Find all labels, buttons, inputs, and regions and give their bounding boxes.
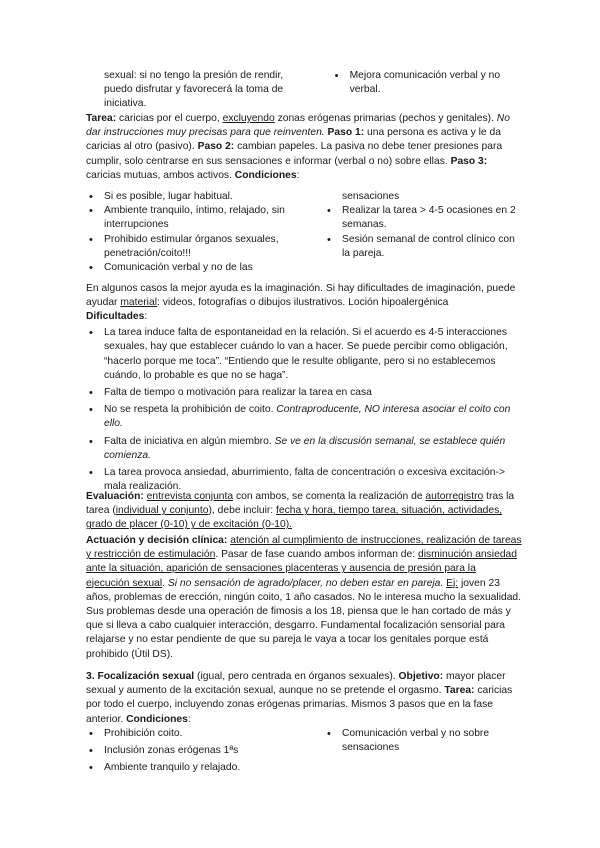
underlined-text: excluyendo [222, 113, 275, 124]
list-item: • Prohibido estimular órganos sexuales, penetración/coito!!! [86, 233, 304, 261]
list-item [86, 386, 522, 400]
text-run: caricias por el cuerpo, [116, 113, 223, 124]
text-run: ), debe incluir: [208, 505, 277, 517]
text-run: : [187, 713, 191, 725]
list-item: • Sesión semanal de control clínico con la pareja. [324, 233, 522, 261]
italic-text: Si no sensación de agrado/placer, no deben estar en pareja. [167, 577, 444, 589]
condiciones-2-left-list [86, 727, 304, 776]
text-run: La tarea induce falta de espontaneidad en la relación. Si el acuerdo es 4-5 interacciones sexuales, hay que establecer cuándo lo van a hacer. Se puede percibir como obligación, “hacerlo porque me toca”. “Entiendo que le resulte obligante, pero si no establecemos cuándo, lo probable es que no se haga”. [104, 327, 508, 381]
condiciones-right-list [324, 204, 522, 261]
list-item: • Mejora comunicación verbal y no verbal. [332, 69, 522, 97]
section-3-heading: 3. Focalización sexual [86, 671, 195, 682]
condiciones-right-column [324, 190, 522, 275]
list-item: • Ambiente tranquilo, íntimo, relajado, sin interrupciones [86, 204, 304, 232]
focalizacion-sexual-paragraph [86, 670, 522, 727]
text-run: caricias mutuas, ambos activos. [86, 169, 235, 181]
imaginacion-paragraph [86, 282, 522, 310]
text-run: zonas erógenas primarias (pechos y genitales). [274, 113, 497, 124]
list-item [86, 403, 522, 431]
actuacion-label: Actuación y decisión clínica: [86, 535, 228, 546]
italic-text: Se ve en la discusión semanal, se establece quién comienza. [104, 435, 506, 461]
underlined-text: atención al cumplimiento de instrucciones, realización de tareas y restricción de estimulación [86, 535, 522, 561]
condiciones-right-continuation: sensaciones [342, 191, 400, 202]
underlined-text: material [120, 297, 157, 309]
actuacion-paragraph [86, 534, 522, 662]
list-item: • Comunicación verbal y no sobre sensaciones [324, 727, 522, 755]
text-run: (igual, pero centrada en órganos sexuales). [194, 671, 399, 682]
objetivo-label: Objetivo: [398, 671, 444, 682]
evaluacion-label: Evaluación: [86, 491, 144, 502]
dificultades-list [86, 326, 522, 494]
text-run: La tarea provoca ansiedad, aburrimiento, falta de concentración o excesiva excitación-> mala realización. [104, 467, 505, 493]
paso-2-label: Paso 2: [197, 141, 235, 153]
text-run: : [144, 311, 148, 322]
text-run: : [296, 169, 300, 181]
underlined-text: individual y conjunto [115, 505, 209, 517]
text-run: . [162, 577, 168, 589]
top-columns [86, 69, 522, 112]
text-run: tras la tarea ( [86, 491, 515, 517]
text-run: caricias por todo el cuerpo, incluyendo zonas erógenas primarias. Mismos 3 pasos que en la fase anterior. [86, 685, 513, 725]
tarea-label: Tarea: [86, 113, 117, 124]
text-run: En algunos casos la mejor ayuda es la imaginación. Si hay dificultades de imaginación, puede ayudar [86, 283, 516, 309]
list-item: • Prohibición coito. [86, 727, 304, 741]
text-run: cambian papeles. La pasiva no debe tener presiones para cumplir, solo centrarse en sus sensaciones e informar (verbal o no) sobre ellas. [86, 141, 503, 167]
text-run: . Pasar de fase cuando ambos informan de: [215, 549, 418, 561]
text-run: con ambos, se comenta la realización de [233, 491, 426, 502]
list-item: • Realizar la tarea > 4-5 ocasiones en 2 semanas. [324, 204, 522, 232]
condiciones-2-right-list [324, 727, 522, 776]
condiciones-columns-1 [86, 190, 522, 275]
text-run: : videos, fotografías o dibujos ilustrativos. Loción hipoalergénica [156, 297, 449, 309]
underlined-text: Ej: [446, 577, 459, 589]
condiciones-left-list [86, 190, 304, 275]
underlined-text: autorregistro [425, 491, 484, 502]
underlined-text: disminución ansiedad ante la situación, aparición de sensaciones placenteras y ausencia de presión para la ejecución sexual [86, 549, 517, 589]
top-left-continuation: sexual: si no tengo la presión de rendir, puedo disfrutar y favorecerá la toma de iniciativa. [104, 70, 284, 110]
dificultades-section [86, 310, 522, 494]
paso-3-label: Paso 3: [450, 155, 488, 167]
text-run: joven 23 años, problemas de erección, ningún coito, 1 año casados. No le interesa mucho la sexualidad. Sus problemas desde una operación de fimosis a los 18, piensa que le han cortado de más y que si lleva a cabo cualquier interacción, desgarro. Fundamental focalización sensorial para relajarse y no estar pendiente de que su pareja le vaya a tocar los genitales porque está prohibido (Útil DS). [86, 577, 522, 660]
italic-text: No dar instrucciones muy precisas para que reinventen. [86, 113, 510, 139]
tarea-label: Tarea: [444, 685, 475, 697]
text-run: mayor placer sexual y aumento de la excitación sexual, aunque no se pretende el orgasmo. [86, 671, 506, 697]
top-right-list [332, 69, 522, 112]
tarea-paragraph [86, 112, 522, 183]
dificultades-heading [86, 310, 522, 324]
underlined-text: entrevista conjunta [146, 491, 234, 502]
italic-text: Contraproducente, NO interesa asociar el coito con ello. [104, 404, 511, 430]
underlined-text: fecha y hora, tiempo tarea, situación, actividades, grado de placer (0-10) y de excitación (0-10). [86, 505, 503, 531]
text-run: una persona es activa y le da caricias al otro (pasivo). [86, 127, 501, 153]
text-run: Falta de tiempo o motivación para realizar la tarea en casa [104, 387, 372, 399]
condiciones-label: Condiciones [234, 169, 297, 181]
list-item [86, 326, 522, 383]
list-item: • Ambiente tranquilo y relajado. [86, 761, 304, 775]
paso-1-label: Paso 1: [324, 127, 365, 139]
condiciones-columns-2 [86, 727, 522, 776]
text-run: No se respeta la prohibición de coito. [104, 404, 277, 416]
list-item: • Comunicación verbal y no de las [86, 261, 304, 275]
list-item: • Si es posible, lugar habitual. [86, 190, 304, 204]
condiciones-label: Condiciones [126, 713, 188, 725]
text-run: Falta de iniciativa en algún miembro. [104, 435, 275, 447]
list-item: • Inclusión zonas erógenas 1ªs [86, 744, 304, 758]
dificultades-title: Dificultades [86, 311, 145, 322]
evaluacion-paragraph [86, 490, 522, 533]
list-item [86, 435, 522, 463]
